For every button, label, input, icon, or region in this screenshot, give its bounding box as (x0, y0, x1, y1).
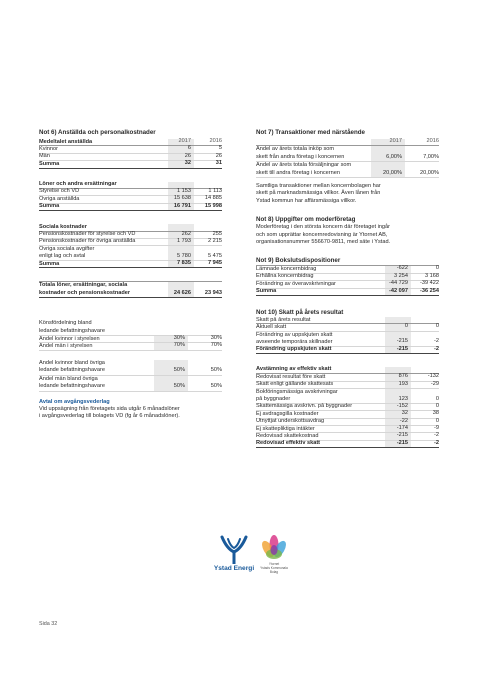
row-value-2017: 50% (154, 360, 188, 375)
total-label-line2: kostnader och pensionskostnader (39, 289, 131, 296)
note8-title: Not 8) Uppgifter om moderföretag (256, 216, 356, 224)
row-value-2017: 193 (385, 382, 411, 388)
row-label: Aktuell skatt (256, 323, 287, 330)
note7-text-line: Ystad kommun har affärsmässiga villkor. (256, 197, 357, 204)
row-label-line1: Andel män bland övriga (39, 375, 98, 382)
row-value-2016: -2 (434, 338, 439, 345)
row-value-2017: 20,00% (371, 162, 405, 177)
right-column (256, 129, 439, 448)
row-label-line2: ledande befattningshavare (39, 367, 105, 374)
note7-text-line: Samtliga transaktioner mellan koncernbolagen har (256, 183, 381, 190)
sum-value-2017: -215 (385, 347, 411, 353)
sum-row (256, 441, 439, 448)
row-label: Ej avdragsgilla kostnader (256, 410, 319, 417)
row-label: Lämnade koncernbidrag (256, 265, 317, 272)
year-2016-label: 2016 (426, 137, 439, 144)
row-label: Skattemässiga avskrivn. på byggnader (256, 403, 353, 410)
row-value-2016: 0 (435, 265, 439, 272)
row-label-line1: Andel av årets totala försäljningar som (256, 162, 352, 169)
gender-header-row (39, 320, 222, 336)
social-title: Sociala kostnader (39, 223, 87, 230)
row-value-2017: 70% (154, 343, 188, 349)
row-value-2016: 50% (210, 383, 222, 390)
sum-label: Redovisad effektiv skatt (256, 440, 321, 447)
row-value-2017: -215 (385, 433, 411, 439)
table-row (39, 343, 222, 350)
row-value-2017: 6,00% (371, 146, 405, 161)
wages-title: Löner och andra ersättningar (39, 181, 117, 188)
ytornet-logo (258, 533, 290, 581)
sum-value-2016: 31 (215, 160, 222, 167)
row-label: Ej skattepliktiga intäkter (256, 425, 315, 432)
row-value-2016: 50% (210, 367, 222, 374)
ytornet-flower-icon (259, 533, 289, 563)
row-value-2016: 7,00% (423, 153, 439, 160)
row-value-2016: -132 (427, 373, 439, 380)
sum-value-2017: 32 (168, 161, 194, 167)
ystad-energi-mark-icon (219, 535, 249, 565)
row-value-2016: 5 (218, 145, 222, 152)
row-value-2016: 70% (210, 342, 222, 349)
row-value-2016: 3 168 (425, 272, 439, 279)
note8-text-line: Moderföretag i den största koncern där företaget ingår (256, 224, 391, 231)
row-label (256, 146, 371, 161)
sum-value-2016: -2 (434, 439, 439, 446)
row-value-2016: 255 (212, 230, 222, 237)
sum-value-2017: -215 (385, 441, 411, 447)
row-label: Förändring av uppskjuten skatt (256, 331, 333, 338)
note7-text (256, 183, 439, 205)
note8-text-line: organisationsnummer 556670-9811, med säte i Ystad. (256, 239, 391, 246)
row-value-2017: 6 (168, 146, 194, 152)
row-value-2016: -9 (434, 425, 439, 432)
sum-value-2016: -36 254 (420, 287, 439, 294)
row-value-2017: -22 (385, 419, 411, 425)
row-label-line1: Andel av årets totala inköp som (256, 146, 335, 153)
ytornet-line2: Ystads Kommunala (260, 565, 288, 570)
row-value-2017: 15 638 (168, 196, 194, 202)
row-label: Redovisat resultat före skatt (256, 373, 326, 380)
row-value-2017: -215 (385, 339, 411, 345)
note7-title: Not 7) Transaktioner med närstående (256, 129, 365, 136)
sum-value-2017: 16 791 (168, 204, 194, 210)
row-value-2016 (411, 389, 439, 396)
sum-value-2016: 7 945 (208, 260, 222, 267)
note6-title: Not 6) Anställda och personalkostnader (39, 129, 156, 136)
sum-label: Summa (256, 288, 277, 295)
sum-row (39, 161, 222, 168)
row-value-2016: 2 215 (208, 237, 222, 244)
row-value-2017: 876 (385, 374, 411, 380)
sum-value-2016: -2 (434, 345, 439, 352)
row-value-2017: 123 (385, 397, 411, 403)
table-row (256, 162, 439, 178)
table-row (39, 239, 222, 246)
sum-label: Summa (39, 160, 60, 167)
row-label: Pensionskostnader för övriga anställda (39, 238, 136, 245)
row-label: Bokföringsmässiga avskrivningar (256, 389, 338, 396)
table-row (256, 146, 439, 162)
sum-row (39, 261, 222, 268)
row-value-2016: 0 (435, 323, 439, 330)
row-value-2017: -622 (385, 266, 411, 272)
row-value-2017: 26 (168, 154, 194, 160)
row-value-2016: 38 (432, 410, 439, 417)
row-label-line2: skett till andra företag i koncernen (256, 169, 340, 176)
total-label-line1: Totala löner, ersättningar, sociala (39, 282, 128, 289)
sum-label: Summa (39, 260, 60, 267)
left-column (39, 129, 222, 421)
row-value-2016: -2 (434, 432, 439, 439)
note8-text (256, 224, 439, 246)
note10-subtitle: Skatt på årets resultat (256, 316, 311, 323)
eff-title: Avstämning av effektiv skatt (256, 366, 332, 373)
row-value-2016: 30% (210, 335, 222, 342)
gender-header-label (39, 320, 154, 335)
row-label: Redovisad skattekostnad (256, 432, 319, 439)
row-value-2016: 0 (435, 402, 439, 409)
ytornet-text (258, 563, 290, 574)
year-2017-label: 2017 (168, 139, 194, 145)
total-label (39, 282, 168, 297)
row-value-2017: 1 793 (168, 239, 194, 245)
row-label-line2: ledande befattningshavare (39, 383, 105, 390)
row-label: Andel kvinnor i styrelsen (39, 335, 100, 342)
year-2017-label: 2017 (371, 139, 405, 145)
ystad-energi-logo (212, 535, 256, 581)
table-row (39, 360, 222, 376)
row-label-line2: skett från andra företag i koncernen (256, 153, 345, 160)
sum-row (39, 204, 222, 211)
total-row (39, 281, 222, 298)
row-label: Förändring av överavskrivningar (256, 280, 336, 287)
row-value-2016: -39 422 (420, 280, 439, 287)
row-value-2017: 0 (385, 324, 411, 330)
severance-title: Avtal om avgångsvederlag (39, 398, 110, 405)
table-row (256, 382, 439, 389)
row-label (39, 376, 154, 391)
row-label: Män (39, 153, 50, 160)
note7-text-line: skett på marknadsmässiga villkor. Även lånen från (256, 190, 381, 197)
sum-row (256, 347, 439, 354)
row-value-2016: 26 (215, 152, 222, 159)
row-value-2017: 3 254 (385, 274, 411, 280)
row-label: avseende temporära skillnader (256, 338, 333, 345)
note10-title: Not 10) Skatt på årets resultat (256, 309, 344, 317)
note7-header-row (256, 139, 439, 146)
ytornet-line1: Ytornet (268, 562, 280, 566)
row-value-2017: 1 153 (168, 189, 194, 195)
row-label (256, 162, 371, 177)
row-label: Styrelse och VD (39, 188, 80, 195)
row-value-2016: 1 113 (208, 187, 222, 194)
row-value-2017: 50% (154, 376, 188, 391)
row-value-2017: -44 729 (385, 281, 411, 287)
sum-value-2017: 7 835 (168, 261, 194, 267)
sum-row (256, 289, 439, 296)
gender-title-line2: ledande befattningshavare (39, 327, 105, 334)
row-value-2017: 262 (168, 232, 194, 238)
ytornet-line3: Bolag (269, 569, 279, 574)
row-value-2016: 0 (435, 395, 439, 402)
ystad-energi-name: Ystad Energi (213, 565, 255, 572)
row-value-2016: -29 (430, 380, 439, 387)
row-value-2016: 0 (435, 417, 439, 424)
row-label-line1: Andel kvinnor bland övriga (39, 359, 105, 366)
row-value-2016: 14 885 (204, 195, 222, 202)
sum-value-2016: 15 998 (204, 202, 222, 209)
row-label: Pensionskostnader för styrelse och VD (39, 231, 136, 238)
row-value-2017: 30% (154, 336, 188, 342)
severance-text-line2: i avgångsvederlag till bolagets VD (fg år 6 månadslöner). (39, 413, 180, 420)
note8-text-line: och som upprättar koncernredovisning är Ytornet AB, (256, 231, 388, 238)
total-value-2017: 24 626 (168, 282, 194, 297)
row-label: Erhållna koncernbidrag (256, 273, 314, 280)
row-value-2017: 32 (385, 411, 411, 417)
row-value-2016: 20,00% (420, 169, 439, 176)
gender-title-line1: Könsfördelning bland (39, 320, 92, 327)
row-label: Övriga anställda (39, 195, 80, 202)
table-row (256, 324, 439, 331)
row-label: Skatt enligt gällande skattesats (256, 381, 334, 388)
year-2016-label: 2016 (209, 137, 222, 144)
row-value-2016: 5 475 (208, 252, 222, 259)
page-number: Sida 32 (39, 621, 58, 627)
row-label: Andel män i styrelsen (39, 342, 93, 349)
note6-header-label: Medeltalet anställda (39, 138, 93, 145)
sum-value-2017: -42 097 (385, 289, 411, 295)
row-label (39, 360, 154, 375)
row-label: Kvinnor (39, 145, 58, 152)
row-label: Övriga sociala avgifter (39, 246, 95, 253)
sum-label: Summa (39, 203, 60, 210)
row-value-2017: -174 (385, 426, 411, 432)
row-value-2017: 5 780 (168, 254, 194, 260)
row-label: Utnyttjat underskottsavdrag (256, 418, 325, 425)
sum-label: Förändring uppskjuten skatt (256, 346, 332, 353)
row-label: på byggnader (256, 396, 291, 403)
row-label: enligt lag och avtal (39, 253, 86, 260)
total-value-2016: 23 943 (204, 289, 222, 296)
severance-text-line1: Vid uppsägning från företagets sida utgår 6 månadslöner (39, 405, 180, 412)
table-row (39, 376, 222, 392)
note9-title: Not 9) Bokslutsdispositioner (256, 257, 439, 266)
row-value-2017: -152 (385, 404, 411, 410)
